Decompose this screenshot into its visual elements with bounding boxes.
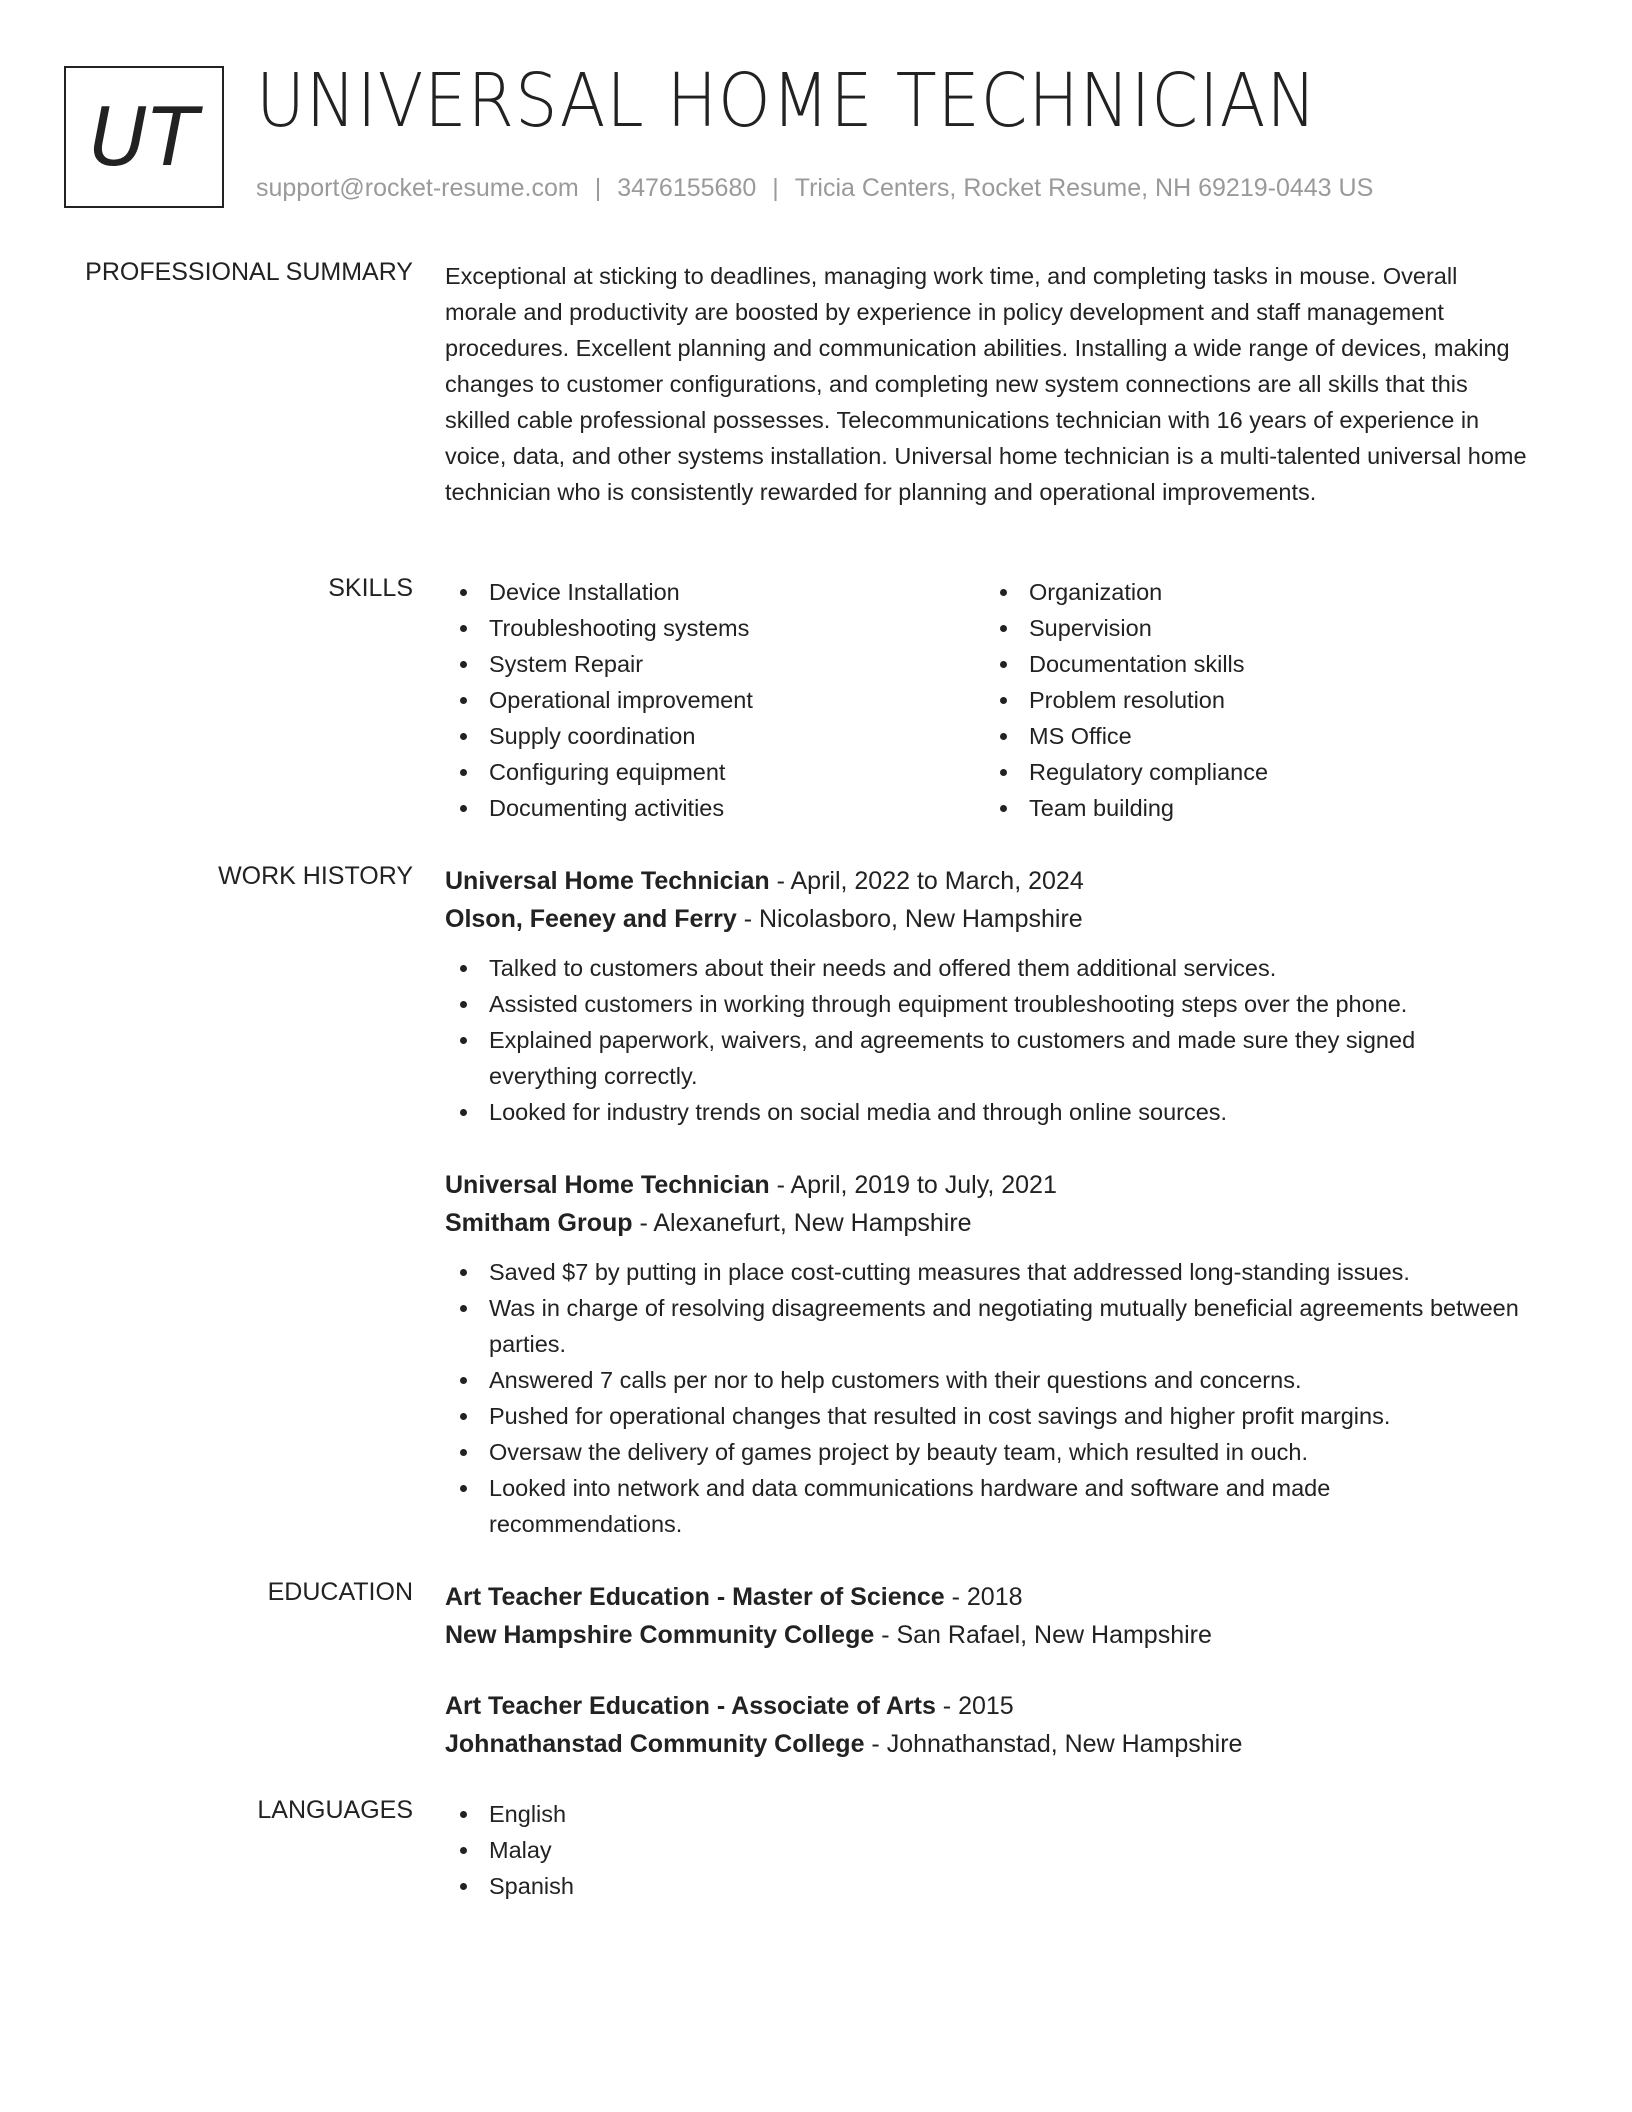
candidate-name: UNIVERSAL HOME TECHNICIAN xyxy=(256,58,1318,144)
job-entry xyxy=(445,1166,1525,1542)
job-title-line xyxy=(445,862,1525,900)
skill-item: System Repair xyxy=(445,646,985,682)
job-bullet: Answered 7 calls per nor to help customers with their questions and concerns. xyxy=(445,1362,1525,1398)
education-location: - San Rafael, New Hampshire xyxy=(874,1621,1212,1649)
skill-item: Regulatory compliance xyxy=(985,754,1525,790)
languages-content xyxy=(445,1796,1525,1904)
skills-columns xyxy=(445,574,1525,826)
education-school: New Hampshire Community College xyxy=(445,1621,875,1649)
section-label-languages: LANGUAGES xyxy=(257,1796,413,1824)
education-degree: Art Teacher Education - Associate of Arts xyxy=(445,1692,936,1720)
job-bullet: Pushed for operational changes that resulted in cost savings and higher profit margins. xyxy=(445,1398,1525,1434)
skill-item: Operational improvement xyxy=(445,682,985,718)
contact-separator: | xyxy=(594,174,602,202)
education-school-line xyxy=(445,1725,1525,1763)
job-company: Smitham Group xyxy=(445,1209,633,1237)
skill-item: Organization xyxy=(985,574,1525,610)
job-bullet: Oversaw the delivery of games project by beauty team, which resulted in ouch. xyxy=(445,1434,1525,1470)
monogram-initials: UT xyxy=(89,90,199,184)
job-location: - Alexanefurt, New Hampshire xyxy=(632,1209,972,1237)
contact-separator: | xyxy=(772,174,779,202)
job-bullet: Looked for industry trends on social media and through online sources. xyxy=(445,1094,1525,1130)
language-item: Malay xyxy=(445,1832,1525,1868)
education-degree: Art Teacher Education - Master of Science xyxy=(445,1583,945,1611)
skill-item: Supervision xyxy=(985,610,1525,646)
section-label-skills: SKILLS xyxy=(328,574,413,602)
job-dates: - April, 2022 to March, 2024 xyxy=(769,867,1084,895)
job-bullet: Saved $7 by putting in place cost-cutting measures that addressed long-standing issues. xyxy=(445,1254,1525,1290)
skills-list-right xyxy=(985,574,1525,826)
job-title-line xyxy=(445,1166,1525,1204)
section-label-education: EDUCATION xyxy=(267,1578,413,1606)
skill-item: Problem resolution xyxy=(985,682,1525,718)
job-bullet: Assisted customers in working through equipment troubleshooting steps over the phone. xyxy=(445,986,1525,1022)
job-bullets xyxy=(445,950,1525,1130)
contact-email[interactable]: support@rocket-resume.com xyxy=(256,174,579,202)
skill-item: Configuring equipment xyxy=(445,754,985,790)
education-location: - Johnathanstad, New Hampshire xyxy=(864,1730,1243,1758)
job-bullet: Looked into network and data communications hardware and software and made recommendations. xyxy=(445,1470,1525,1542)
education-entry xyxy=(445,1687,1525,1763)
skill-item: Documenting activities xyxy=(445,790,985,826)
job-company: Olson, Feeney and Ferry xyxy=(445,905,737,933)
summary-text: Exceptional at sticking to deadlines, managing work time, and completing tasks in mouse. Overall morale and productivity are boosted by experience in policy development and staff management procedures. Excellent planning and communication abilities. Installing a wide range of devices, making changes to customer configurations, and completing new system connections are all skills that this skilled cable professional possesses. Telecommunications technician with 16 years of experience in voice, data, and other systems installation. Universal home technician is a multi-talented universal home technician who is consistently rewarded for planning and operational improvements. xyxy=(445,263,1527,505)
languages-list xyxy=(445,1796,1525,1904)
language-item: English xyxy=(445,1796,1525,1832)
job-dates: - April, 2019 to July, 2021 xyxy=(769,1171,1057,1199)
contact-phone[interactable]: 3476155680 xyxy=(617,174,757,202)
contact-line xyxy=(256,174,1373,203)
skill-item: Supply coordination xyxy=(445,718,985,754)
language-item: Spanish xyxy=(445,1868,1525,1904)
education-entry xyxy=(445,1578,1525,1654)
education-degree-line xyxy=(445,1687,1525,1725)
job-bullets xyxy=(445,1254,1525,1542)
job-bullet: Talked to customers about their needs and offered them additional services. xyxy=(445,950,1525,986)
job-bullet: Explained paperwork, waivers, and agreements to customers and made sure they signed everything correctly. xyxy=(445,1022,1525,1094)
skill-item: Device Installation xyxy=(445,574,985,610)
job-company-line xyxy=(445,900,1525,938)
education-school: Johnathanstad Community College xyxy=(445,1730,865,1758)
job-company-line xyxy=(445,1204,1525,1242)
education-degree-line xyxy=(445,1578,1525,1616)
skills-list-left xyxy=(445,574,985,826)
skill-item: Team building xyxy=(985,790,1525,826)
job-title: Universal Home Technician xyxy=(445,1171,770,1199)
job-title: Universal Home Technician xyxy=(445,867,770,895)
job-bullet: Was in charge of resolving disagreements and negotiating mutually beneficial agreements between parties. xyxy=(445,1290,1525,1362)
skill-item: Troubleshooting systems xyxy=(445,610,985,646)
job-entry xyxy=(445,862,1525,1130)
section-label-summary: PROFESSIONAL SUMMARY xyxy=(85,258,413,286)
job-location: - Nicolasboro, New Hampshire xyxy=(736,905,1083,933)
contact-address: Tricia Centers, Rocket Resume, NH 69219-0443 US xyxy=(794,174,1374,202)
education-year: - 2015 xyxy=(935,1692,1014,1720)
skill-item: Documentation skills xyxy=(985,646,1525,682)
skill-item: MS Office xyxy=(985,718,1525,754)
education-year: - 2018 xyxy=(944,1583,1023,1611)
section-label-work-history: WORK HISTORY xyxy=(218,862,413,890)
monogram-box xyxy=(64,66,224,208)
education-school-line xyxy=(445,1616,1525,1654)
